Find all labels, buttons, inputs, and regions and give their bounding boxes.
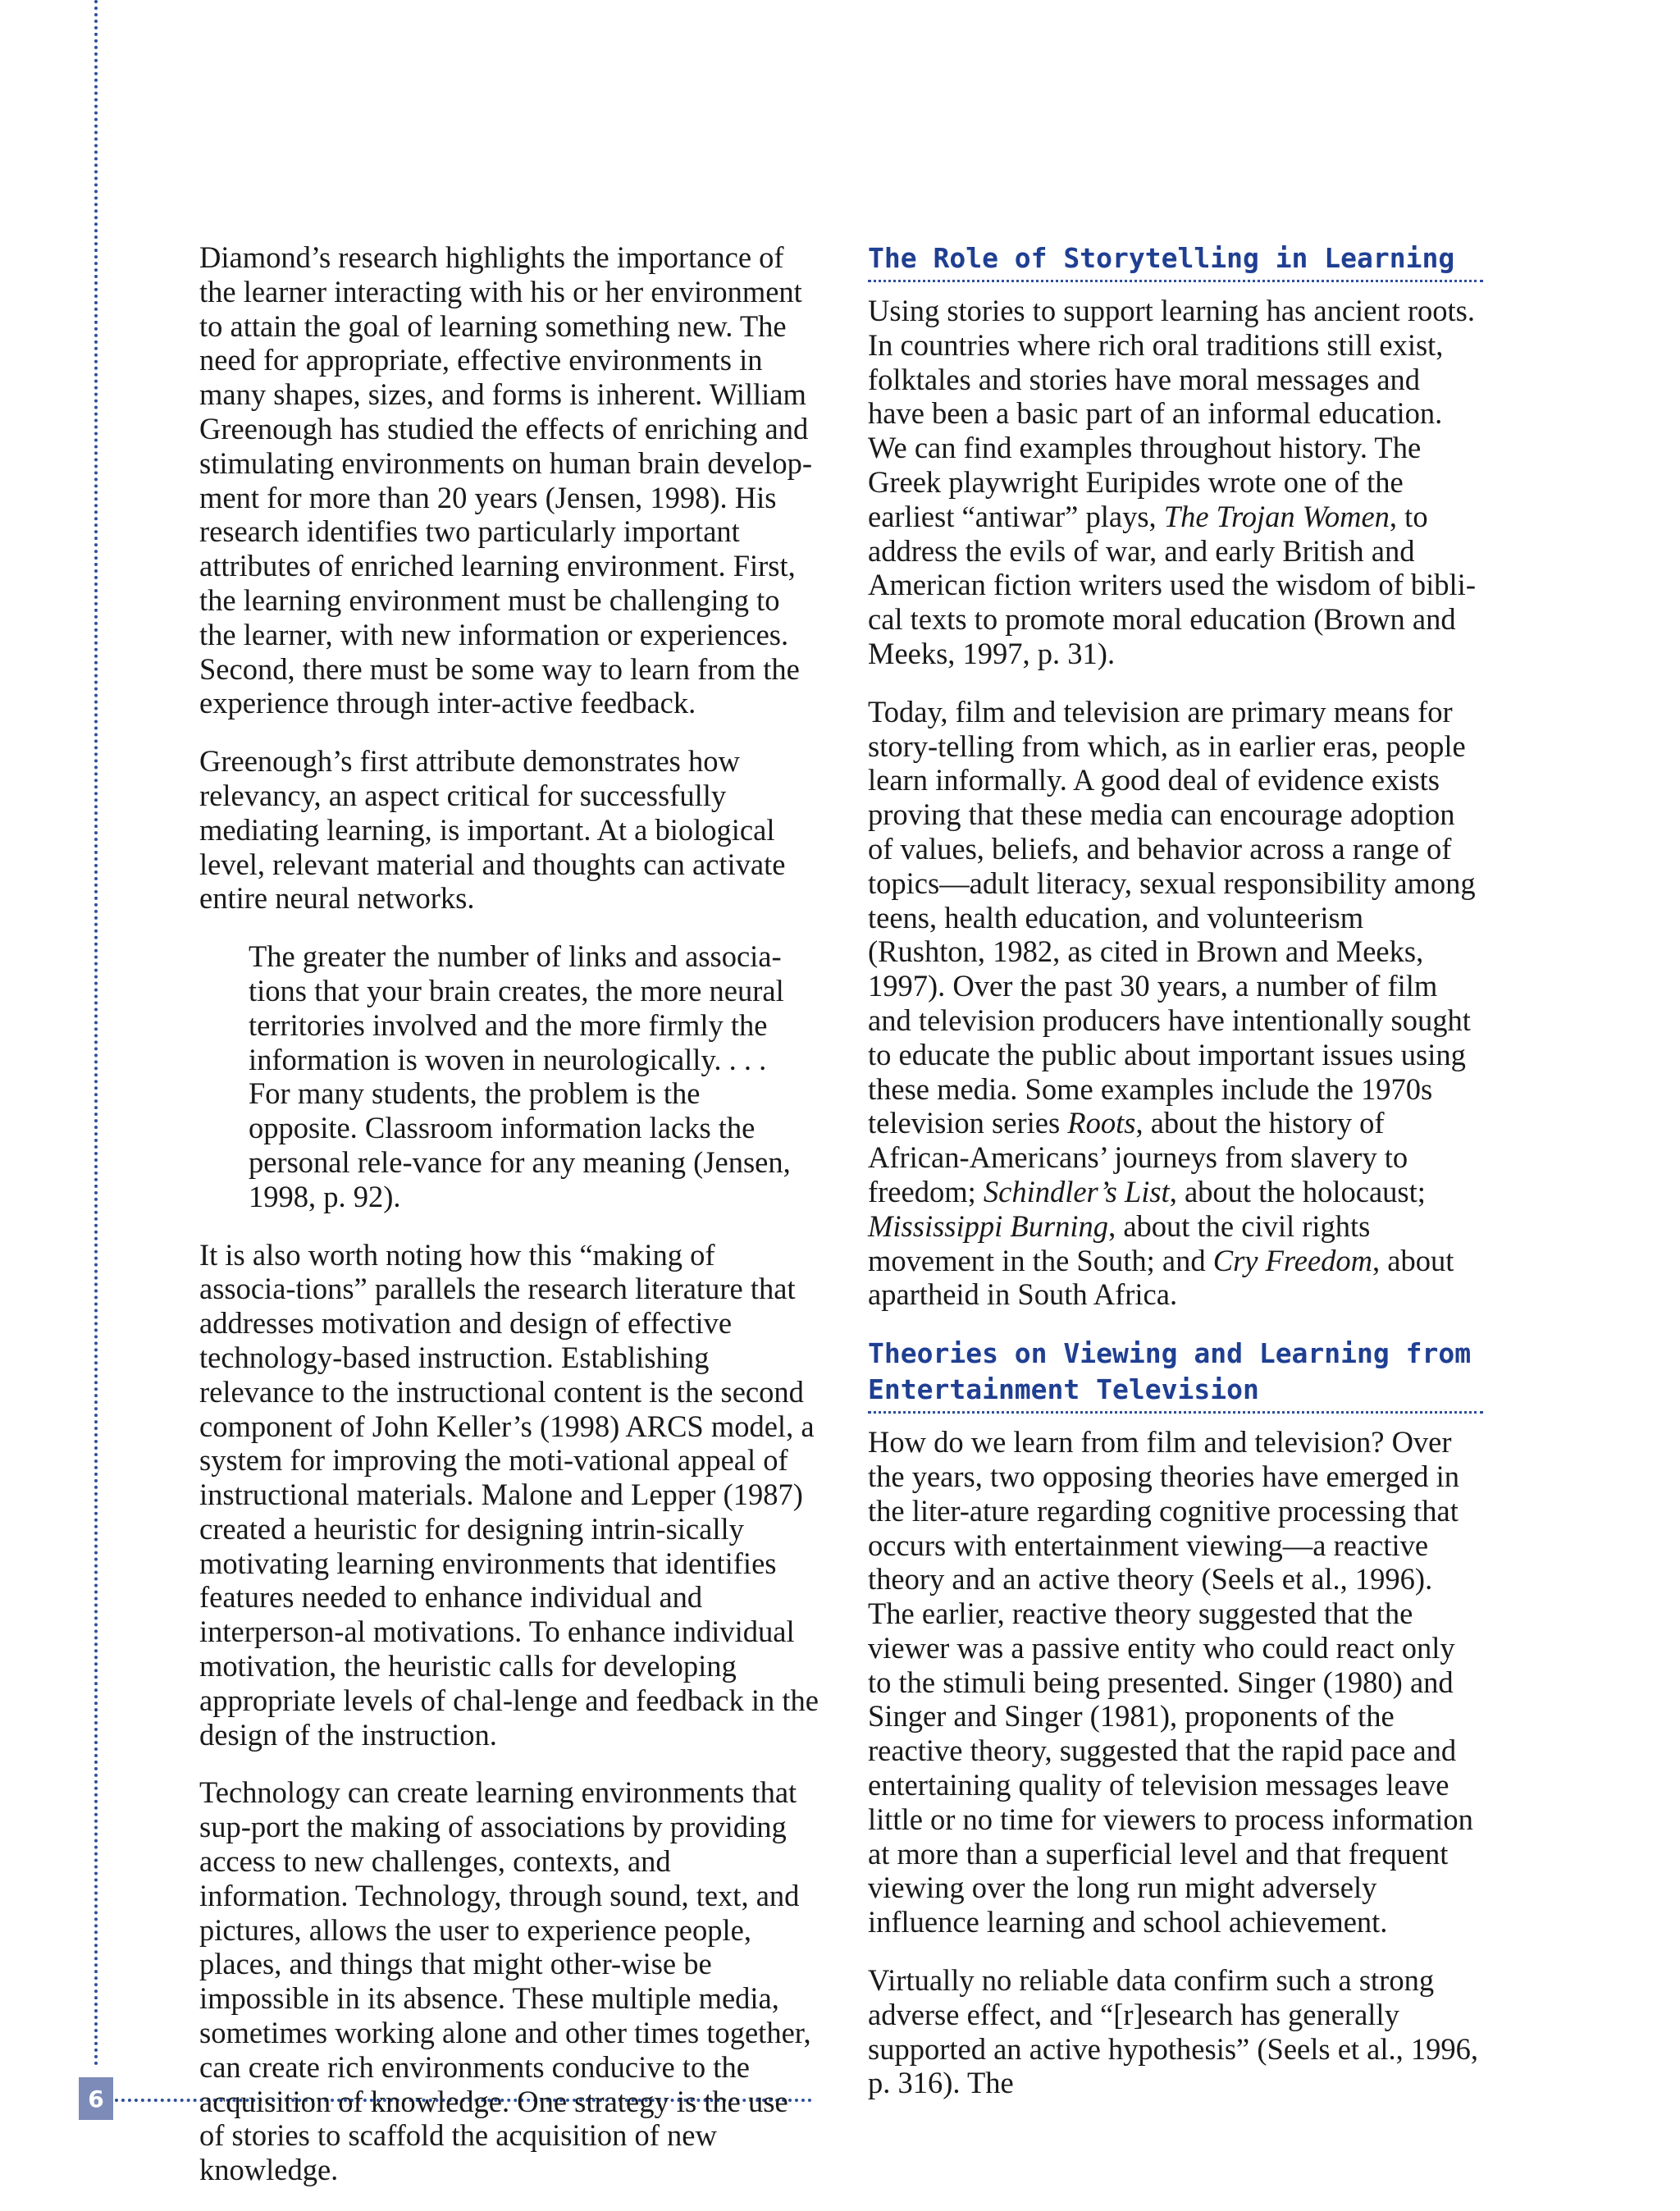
paragraph-active-hypothesis: Virtually no reliable data confirm such a strong adverse effect, and “[r]esearch has generally supported an active hypothesis” (Seels et al., 1996, p. 316). The	[868, 1963, 1479, 2100]
paragraph-stories-ancient-roots	[868, 294, 1483, 671]
text-segment: , to address the evils of war, and early British and American fiction writers used the wisdom of bibli-cal texts to promote moral education (Brown and Meeks, 1997, p. 31).	[868, 499, 1476, 670]
text-segment: , about the holocaust;	[1169, 1174, 1426, 1208]
text-segment: , about apartheid in South Africa.	[868, 1243, 1454, 1312]
right-column	[868, 240, 1483, 2124]
heading-storytelling: The Role of Storytelling in Learning	[868, 240, 1483, 282]
title-the-trojan-women: The Trojan Women	[1163, 499, 1390, 533]
paragraph-diamond-research: Diamond’s research highlights the importance of the learner interacting with his or her environment to attain the goal of learning something new. The need for appropriate, effective environments in many shapes, sizes, and forms is inherent. William Greenough has studied the effects of enriching and stimulating environments on human brain develop-ment for more than 20 years (Jensen, 1998). His research identifies two particularly important attributes of enriched learning environment. First, the learning environment must be challenging to the learner, with new information or experiences. Second, there must be some way to learn from the experience through inter-active feedback.	[199, 240, 813, 720]
title-cry-freedom: Cry Freedom	[1212, 1243, 1372, 1277]
paragraph-greenough-attribute: Greenough’s first attribute demonstrates how relevancy, an aspect critical for successfully mediating learning, is important. At a biological level, relevant material and thoughts can activate entire neural networks.	[199, 744, 786, 916]
paragraph-technology-environments: Technology can create learning environments that sup-port the making of associations by providing access to new challenges, contexts, and information. Technology, through sound, text, and pictures, allows the user to experience people, places, and things that might other-wise be impossible in its absence. These multiple media, sometimes working alone and other times together, can create rich environments conducive to the acquisition of knowledge. One strategy is the use of stories to scaffold the acquisition of new knowledge.	[199, 1775, 811, 2187]
title-schindlers-list: Schindler’s List	[983, 1174, 1170, 1208]
text-segment: Today, film and television are primary means for story-telling from which, as in earlier eras, people learn informally. A good deal of evidence exists proving that these media can encourage adoption of values, beliefs, and behavior across a range of topics—adult literacy, sexual responsibility among teens, health education, and volunteerism (Rushton, 1982, as cited in Brown and Meeks, 1997). Over the past 30 years, a number of film and television producers have intentionally sought to educate the public about important issues using these media. Some examples include the 1970s television series	[868, 694, 1476, 1140]
text-segment: , about the civil rights movement in the South; and	[868, 1208, 1371, 1277]
text-segment: , about the history of African-Americans’ journeys from slavery to freedom;	[868, 1106, 1408, 1208]
left-column	[199, 240, 819, 2211]
paragraph-opposing-theories: How do we learn from film and television? Over the years, two opposing theories have emerged in the liter-ature regarding cognitive processing that occurs with entertainment viewing—a reactive theory and an active theory (Seels et al., 1996). The earlier, reactive theory suggested that the viewer was a passive entity who could react only to the stimuli being presented. Singer (1980) and Singer and Singer (1981), proponents of the reactive theory, suggested that the rapid pace and entertaining quality of television messages leave little or no time for viewers to process information at more than a superficial level and that frequent viewing over the long run might adversely influence learning and school achievement.	[868, 1425, 1473, 1939]
paragraph-making-associations: It is also worth noting how this “making of associa-tions” parallels the research literature that addresses motivation and design of effective technology-based instruction. Establishing relevance to the instructional content is the second component of John Keller’s (1998) ARCS model, a system for improving the moti-vational appeal of instructional materials. Malone and Lepper (1987) created a heuristic for designing intrin-sically motivating learning environments that identifies features needed to enhance individual and interperson-al motivations. To enhance individual motivation, the heuristic calls for developing appropriate levels of chal-lenge and feedback in the design of the instruction.	[199, 1237, 819, 1752]
title-mississippi-burning: Mississippi Burning	[868, 1208, 1109, 1243]
left-dotted-rule	[94, 0, 98, 2067]
page-number: 6	[79, 2077, 113, 2120]
title-roots: Roots	[1067, 1106, 1136, 1140]
heading-theories-viewing: Theories on Viewing and Learning from Entertainment Television	[868, 1336, 1483, 1414]
text-segment: Using stories to support learning has ancient roots. In countries where rich oral traditions still exist, folktales and stories have moral messages and have been a basic part of an informal education. We can find examples throughout history. The Greek playwright Euripides wrote one of the earliest “antiwar” plays,	[868, 294, 1476, 533]
paragraph-film-television	[868, 695, 1483, 1312]
jensen-block-quote: The greater the number of links and associa-tions that your brain creates, the more neural territories involved and the more firmly the information is woven in neurologically. . . . For many students, the problem is the opposite. Classroom information lacks the personal rele-vance for any meaning (Jensen, 1998, p. 92).	[249, 939, 791, 1213]
